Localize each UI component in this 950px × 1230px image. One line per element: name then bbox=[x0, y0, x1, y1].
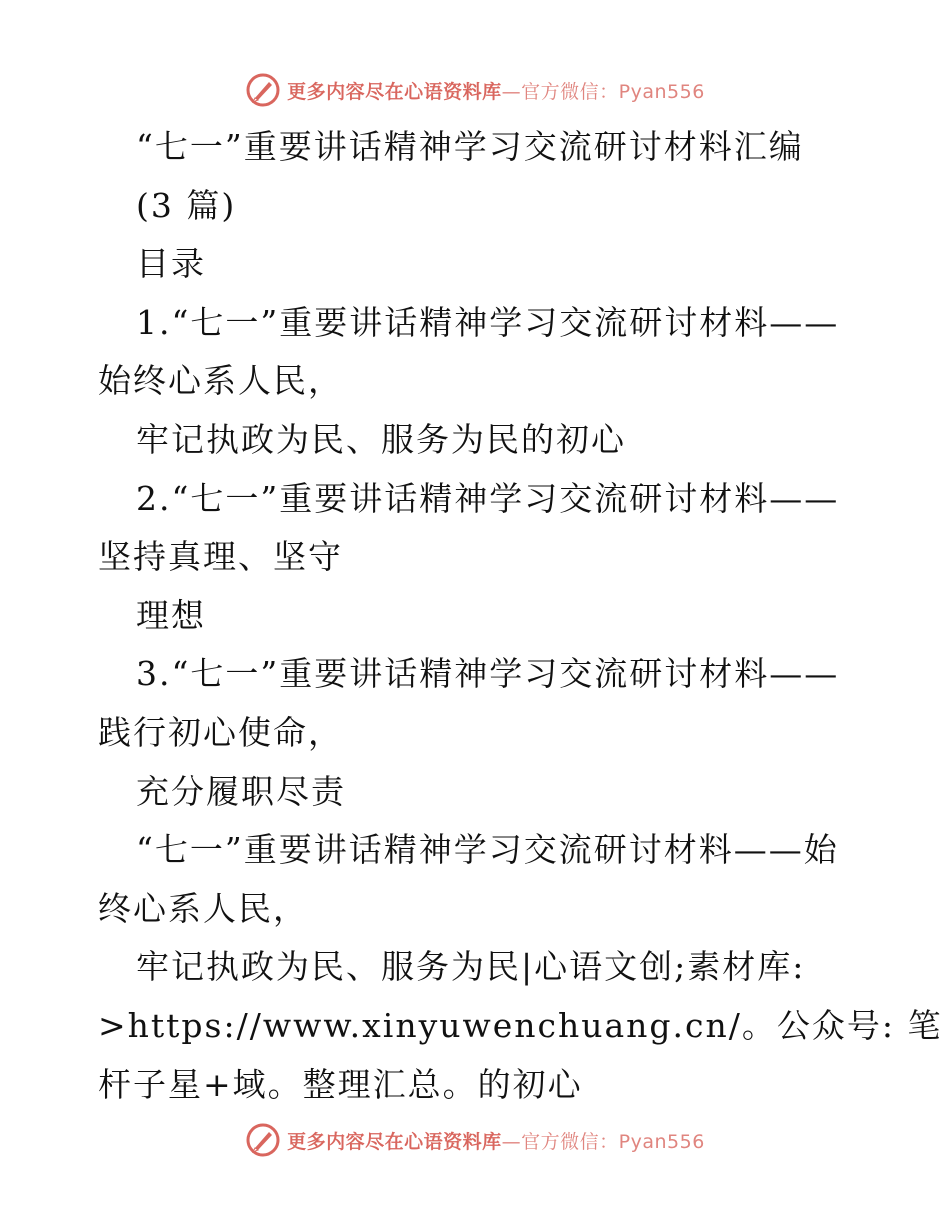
toc-item-3-cont: 践行初心使命， bbox=[98, 712, 343, 752]
toc-item-2-cont: 理想 bbox=[136, 595, 206, 635]
body-text-line: 杆子星+域。整理汇总。的初心 bbox=[98, 1064, 583, 1104]
banner-text bbox=[287, 1127, 705, 1154]
banner-text bbox=[287, 77, 705, 104]
toc-item-1: 1.“七一”重要讲话精神学习交流研讨材料—— bbox=[136, 302, 840, 342]
banner-wechat-text: 官方微信：Pyan556 bbox=[521, 80, 705, 103]
document-subtitle: (3 篇) bbox=[136, 185, 237, 225]
banner-dash: — bbox=[501, 1130, 522, 1153]
document-title: “七一”重要讲话精神学习交流研讨材料汇编 bbox=[136, 127, 804, 166]
toc-item-1-cont: 牢记执政为民、服务为民的初心 bbox=[136, 419, 626, 459]
section-heading-cont: 终心系人民， bbox=[98, 888, 308, 928]
toc-item-2-cont: 坚持真理、坚守 bbox=[98, 537, 343, 577]
body-text-line: >https://www.xinyuwenchuang.cn/。公众号: 笔 bbox=[98, 1005, 943, 1045]
header-banner bbox=[0, 68, 950, 112]
toc-heading: 目录 bbox=[136, 244, 206, 284]
banner-dash: — bbox=[501, 80, 522, 103]
body-text-line: 牢记执政为民、服务为民|心语文创;素材库: bbox=[136, 947, 806, 987]
footer-banner bbox=[0, 1118, 950, 1162]
section-heading: “七一”重要讲话精神学习交流研讨材料——始 bbox=[136, 830, 839, 870]
banner-wechat-text: 官方微信：Pyan556 bbox=[521, 1130, 705, 1153]
banner-main-text: 更多内容尽在心语资料库 bbox=[287, 1130, 502, 1153]
pen-logo-icon bbox=[245, 72, 281, 108]
toc-item-1-cont: 始终心系人民， bbox=[98, 361, 343, 401]
toc-item-3-cont: 充分履职尽责 bbox=[136, 771, 346, 811]
pen-logo-icon bbox=[245, 1122, 281, 1158]
banner-main-text: 更多内容尽在心语资料库 bbox=[287, 80, 502, 103]
toc-item-3: 3.“七一”重要讲话精神学习交流研讨材料—— bbox=[136, 654, 840, 694]
toc-item-2: 2.“七一”重要讲话精神学习交流研讨材料—— bbox=[136, 478, 840, 518]
document-body bbox=[98, 118, 943, 1114]
